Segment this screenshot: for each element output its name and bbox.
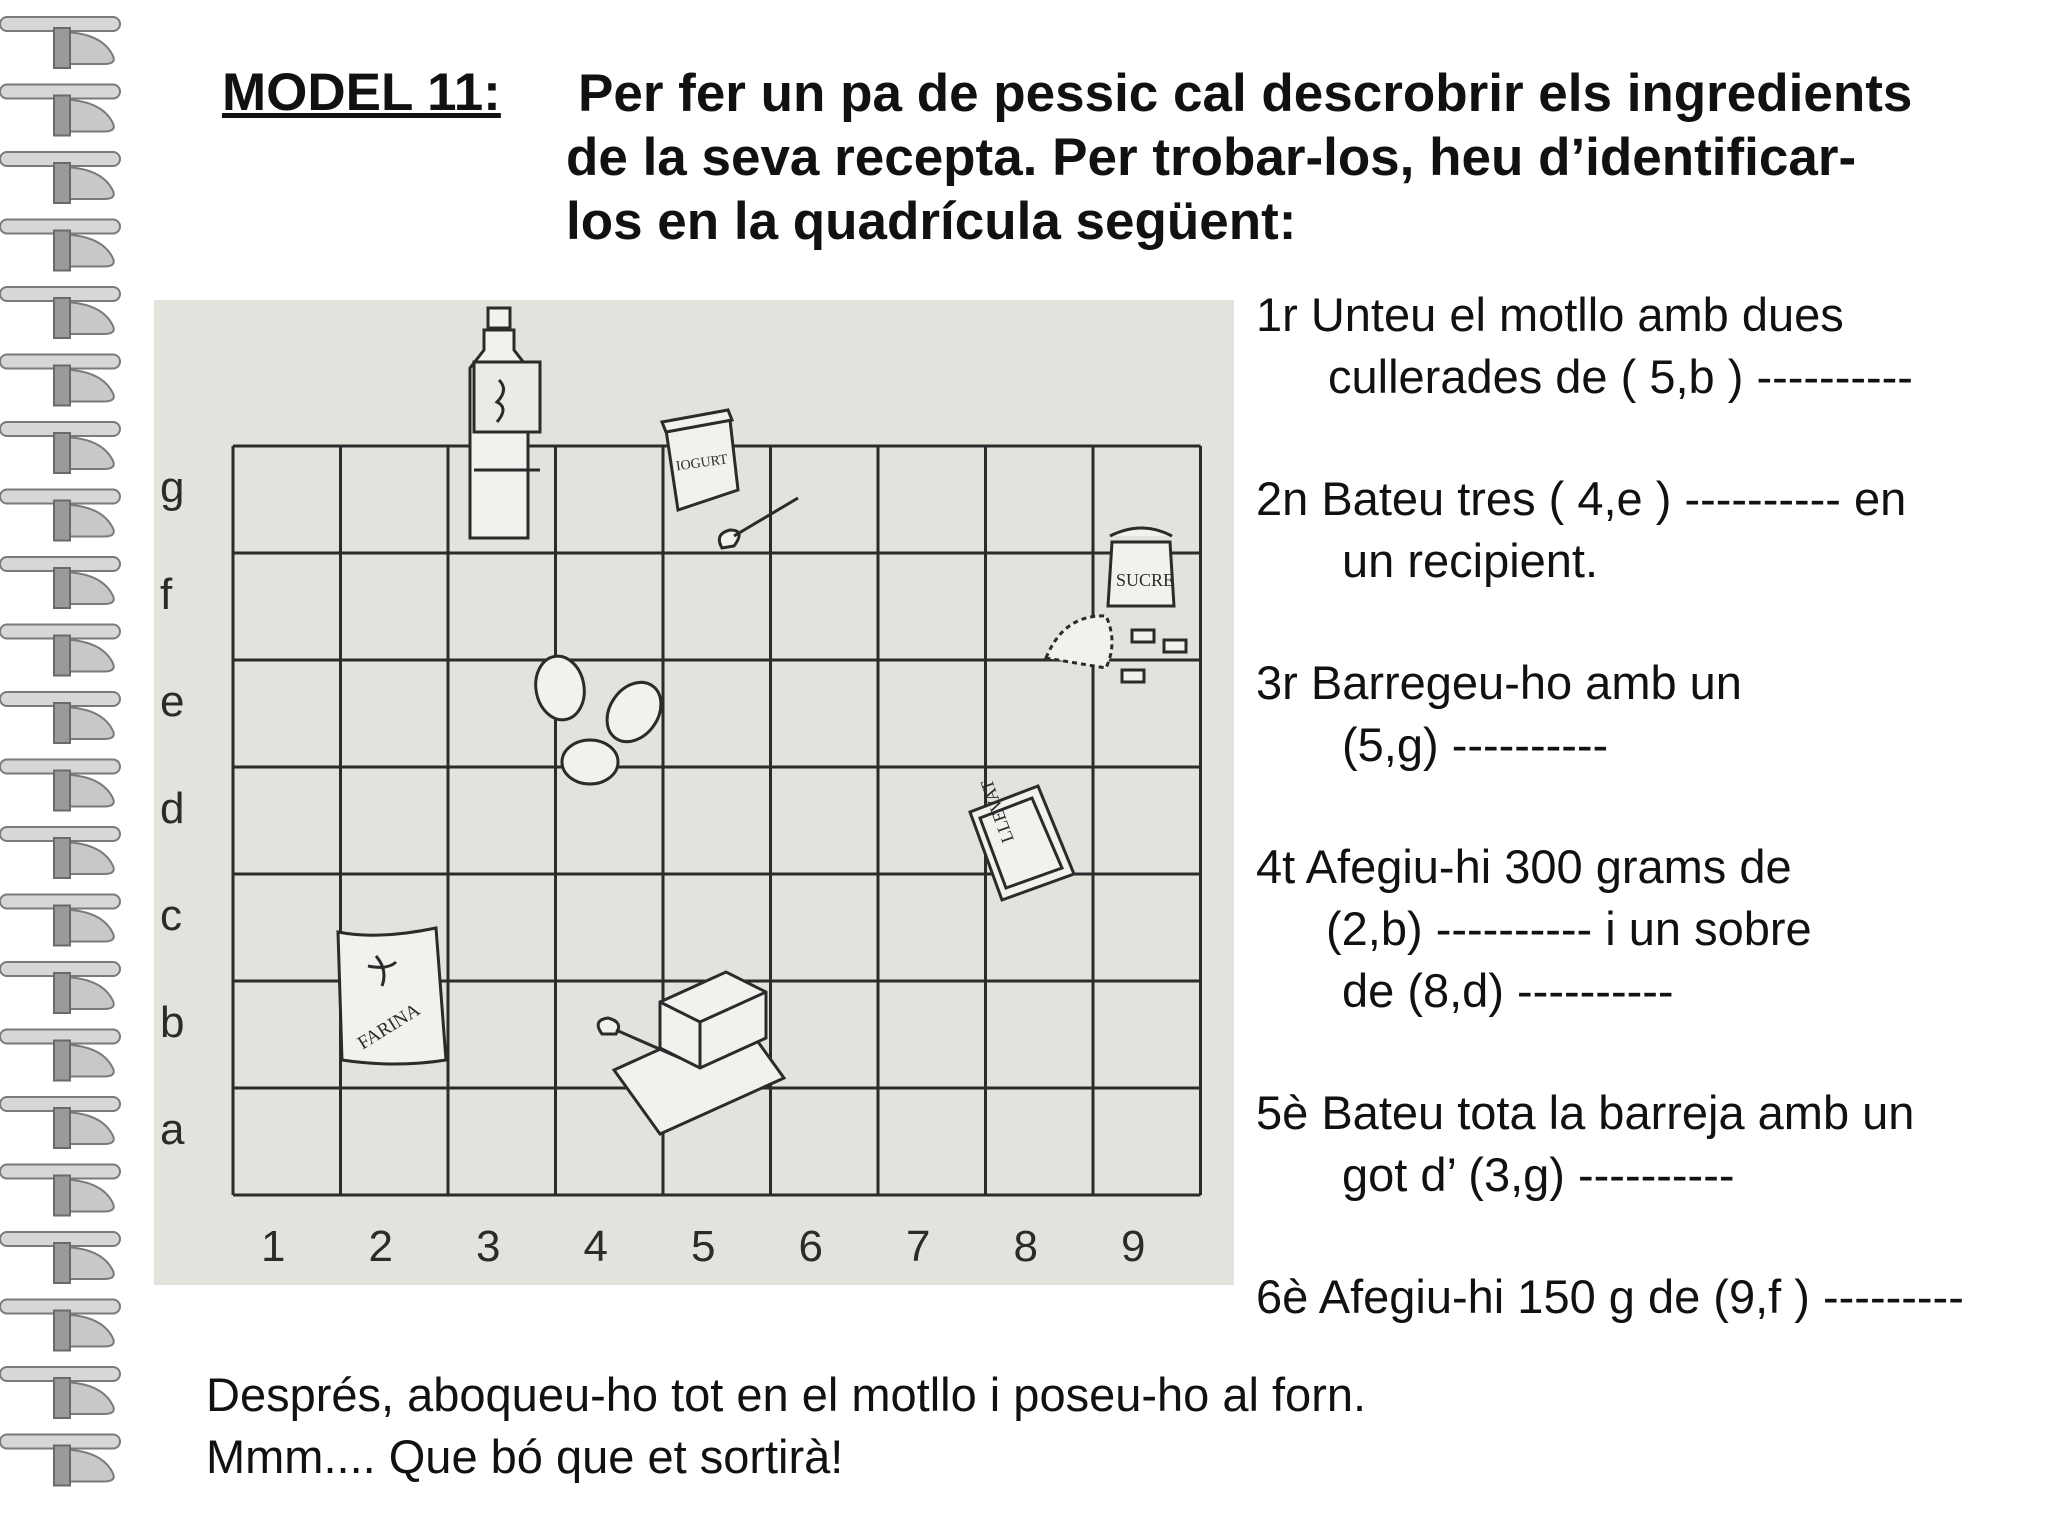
step-line: 3r Barregeu-ho amb un	[1256, 656, 1742, 709]
title-line: de la seva recepta. Per trobar-los, heu d’identificar-	[566, 128, 1857, 187]
title-line: Per fer un pa de pessic cal descrobrir els ingredients	[578, 64, 1913, 123]
row-label: b	[160, 998, 185, 1047]
step-1	[1256, 284, 1913, 408]
binding-ring	[0, 827, 120, 878]
binding-ring	[0, 692, 120, 743]
step-line: de (8,d) ----------	[1342, 964, 1674, 1017]
binding-ring	[0, 1300, 120, 1351]
binding-ring	[0, 1165, 120, 1216]
footer-line: Després, aboqueu-ho tot en el motllo i poseu-ho al forn.	[206, 1368, 1367, 1421]
step-line: 5è Bateu tota la barreja amb un	[1256, 1086, 1915, 1139]
row-label: a	[160, 1105, 185, 1154]
binding-ring	[0, 895, 120, 946]
binding-ring	[0, 220, 120, 271]
step-line: (2,b) ---------- i un sobre	[1326, 902, 1812, 955]
flour-label: FARINA	[354, 999, 425, 1055]
row-label: d	[160, 784, 185, 833]
step-2	[1256, 468, 1906, 592]
step-line: cullerades de ( 5,b ) ----------	[1328, 350, 1913, 403]
footer-line: Mmm.... Que bó que et sortirà!	[206, 1430, 844, 1483]
row-label: c	[160, 891, 182, 940]
binding-ring	[0, 625, 120, 676]
binding-ring	[0, 152, 120, 203]
step-line: 6è Afegiu-hi 150 g de (9,f ) ---------	[1256, 1270, 1964, 1323]
column-label: 3	[476, 1222, 501, 1271]
step-line: got d’ (3,g) ----------	[1342, 1148, 1735, 1201]
sugar-label: SUCRE	[1116, 570, 1175, 590]
step-line: 4t Afegiu-hi 300 grams de	[1256, 840, 1792, 893]
binding-ring	[0, 1367, 120, 1418]
yogurt-label: IOGURT	[675, 452, 729, 475]
step-line: 2n Bateu tres ( 4,e ) ---------- en	[1256, 472, 1907, 525]
footer-text	[206, 1364, 1366, 1488]
title-instructions	[566, 62, 2006, 254]
column-label: 8	[1013, 1222, 1038, 1271]
binding-ring	[0, 1232, 120, 1283]
title-line: los en la quadrícula següent:	[566, 192, 1297, 251]
model-title-label: MODEL 11:	[222, 63, 501, 122]
step-line: un recipient.	[1342, 534, 1599, 587]
row-label: e	[160, 677, 185, 726]
row-label: f	[160, 570, 173, 619]
binding-ring	[0, 1097, 120, 1148]
step-4	[1256, 836, 1812, 1022]
binding-ring	[0, 557, 120, 608]
step-line: 1r Unteu el motllo amb dues	[1256, 288, 1844, 341]
column-label: 2	[368, 1222, 393, 1271]
flour-icon	[338, 928, 446, 1064]
binding-ring	[0, 17, 120, 68]
binding-ring	[0, 287, 120, 338]
binding-ring	[0, 355, 120, 406]
row-label: g	[160, 463, 185, 512]
binding-ring	[0, 1435, 120, 1486]
binding-ring	[0, 490, 120, 541]
binding-ring	[0, 962, 120, 1013]
binding-ring	[0, 85, 120, 136]
column-label: 4	[583, 1222, 608, 1271]
binding-ring	[0, 1030, 120, 1081]
step-5	[1256, 1082, 1914, 1206]
step-line: (5,g) ----------	[1342, 718, 1609, 771]
column-label: 7	[906, 1222, 931, 1271]
binding-ring	[0, 422, 120, 473]
spiral-binding	[0, 0, 140, 1536]
column-label: 6	[798, 1222, 823, 1271]
binding-ring	[0, 760, 120, 811]
column-label: 1	[261, 1222, 286, 1271]
yeast-label: LLEVAT	[976, 776, 1018, 846]
ingredient-grid	[154, 300, 1234, 1285]
column-label: 5	[691, 1222, 716, 1271]
step-6	[1256, 1266, 1964, 1328]
column-label: 9	[1121, 1222, 1146, 1271]
step-3	[1256, 652, 1742, 776]
